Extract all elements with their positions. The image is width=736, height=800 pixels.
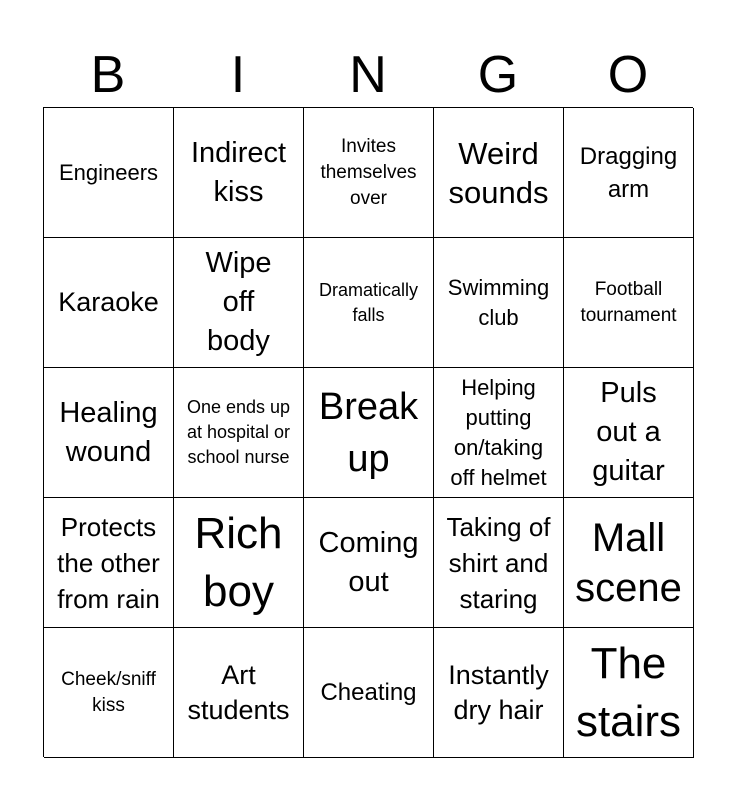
bingo-cell-text: Rich boy [194, 508, 283, 616]
bingo-board [43, 107, 693, 757]
header-letter-g: G [477, 46, 519, 104]
bingo-cell-text: Cheek/sniff kiss [61, 668, 156, 716]
bingo-cell-r5c4[interactable] [434, 628, 564, 758]
bingo-cell-text: Dramatically falls [318, 279, 419, 325]
bingo-cell-r4c4[interactable] [434, 498, 564, 628]
bingo-header [43, 42, 693, 108]
bingo-cell-text: Cheating [320, 679, 417, 706]
bingo-cell-text: Healing wound [59, 396, 158, 468]
bingo-cell-r1c1[interactable] [44, 108, 174, 238]
bingo-cell-text: Dragging arm [579, 142, 678, 203]
bingo-cell-r2c2[interactable] [174, 238, 304, 368]
bingo-cell-text: Break up [318, 385, 419, 480]
bingo-cell-r4c2[interactable] [174, 498, 304, 628]
bingo-cell-text: The stairs [575, 638, 682, 746]
bingo-cell-text: Swimming club [447, 274, 550, 330]
bingo-cell-r5c3[interactable] [304, 628, 434, 758]
bingo-cell-r2c1[interactable] [44, 238, 174, 368]
bingo-cell-text: One ends up at hospital or school nurse [186, 397, 291, 467]
bingo-cell-r5c5[interactable] [564, 628, 694, 758]
bingo-cell-r1c2[interactable] [174, 108, 304, 238]
bingo-cell-r5c1[interactable] [44, 628, 174, 758]
bingo-cell-text: Invites themselves over [320, 135, 417, 209]
bingo-cell-text: Engineers [58, 159, 159, 185]
bingo-cell-r3c3[interactable] [304, 368, 434, 498]
bingo-cell-r4c1[interactable] [44, 498, 174, 628]
bingo-cell-r3c4[interactable] [434, 368, 564, 498]
bingo-cell-r4c3[interactable] [304, 498, 434, 628]
bingo-cell-text: Puls out a guitar [592, 377, 665, 487]
header-letter-b: B [90, 46, 126, 104]
bingo-cell-text: Art students [187, 659, 290, 725]
bingo-cell-text: Karaoke [58, 287, 159, 317]
bingo-cell-text: Weird sounds [448, 135, 549, 210]
bingo-cell-text: Taking of shirt and staring [446, 511, 551, 614]
bingo-cell-text: Mall scene [575, 515, 682, 610]
bingo-cell-r3c5[interactable] [564, 368, 694, 498]
header-letter-n: N [349, 46, 387, 104]
header-letter-o: O [607, 46, 649, 104]
bingo-cell-r3c2[interactable] [174, 368, 304, 498]
bingo-cell-text: Wipe off body [205, 247, 272, 357]
bingo-cell-r4c5[interactable] [564, 498, 694, 628]
bingo-cell-r5c2[interactable] [174, 628, 304, 758]
bingo-cell-text: Instantly dry hair [448, 659, 549, 725]
bingo-cell-text: Indirect kiss [190, 136, 287, 208]
bingo-cell-r2c5[interactable] [564, 238, 694, 368]
bingo-cell-text: Coming out [318, 526, 419, 598]
bingo-cell-text: Football tournament [580, 278, 677, 326]
bingo-cell-text: Protects the other from rain [57, 511, 160, 614]
header-letter-i: I [230, 46, 246, 104]
bingo-cell-r1c3[interactable] [304, 108, 434, 238]
bingo-cell-r3c1[interactable] [44, 368, 174, 498]
bingo-cell-r1c4[interactable] [434, 108, 564, 238]
bingo-cell-r2c3[interactable] [304, 238, 434, 368]
bingo-cell-text: Helping putting on/taking off helmet [450, 374, 547, 490]
bingo-cell-r1c5[interactable] [564, 108, 694, 238]
bingo-cell-r2c4[interactable] [434, 238, 564, 368]
